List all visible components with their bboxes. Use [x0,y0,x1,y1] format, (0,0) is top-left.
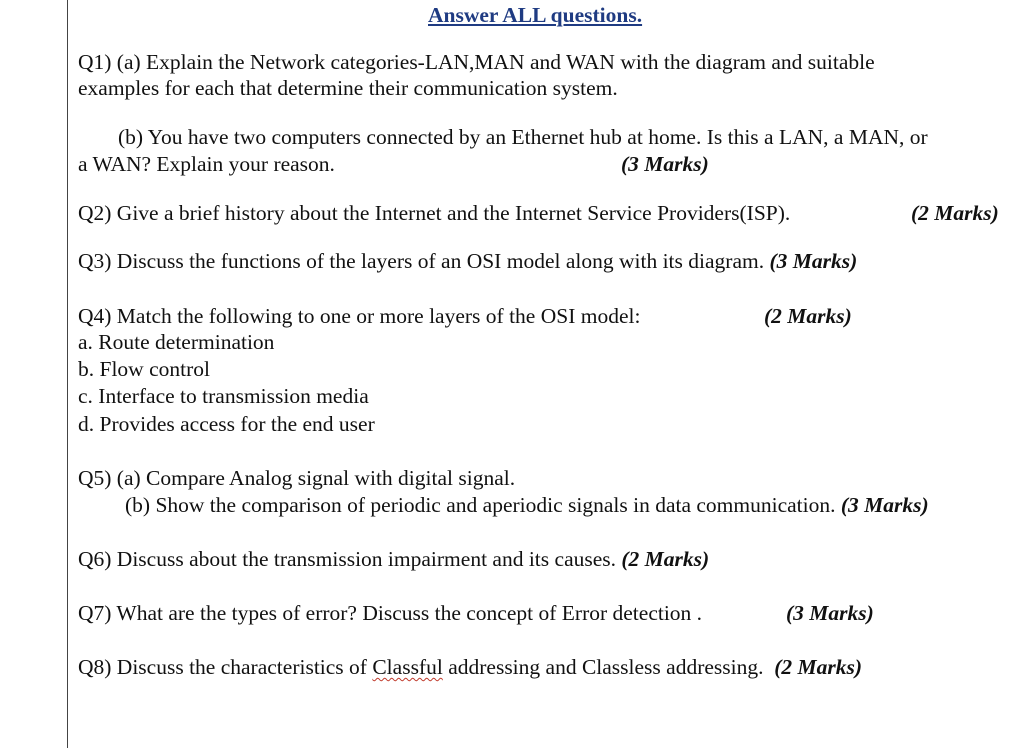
q4-item: b. Flow control [78,357,210,381]
q4-item: c. Interface to transmission media [78,384,369,408]
q4-marks: (2 Marks) [764,304,852,328]
q1-b-line-2: a WAN? Explain your reason. [78,152,335,176]
instructions-heading: Answer ALL questions. [428,3,643,27]
q5-a-text: Q5) (a) Compare Analog signal with digital signal. [78,466,516,490]
q6-line [78,549,709,571]
q8-line [78,657,862,679]
q8-text-prefix: Q8) Discuss the characteristics of [78,655,373,679]
q7-text: Q7) What are the types of error? Discuss the concept of Error detection . [78,601,703,625]
q5-marks: (3 Marks) [840,493,929,517]
q3-line [78,251,857,273]
q6-text: Q6) Discuss about the transmission impairment and its causes. [78,547,617,571]
spellcheck-flagged-word[interactable]: Classful [372,655,443,679]
q5-b-text: (b) Show the comparison of periodic and aperiodic signals in data communication. [125,493,836,517]
q2-text: Q2) Give a brief history about the Internet and the Internet Service Providers(ISP). [78,201,791,225]
q8-text-suffix: addressing and Classless addressing. [442,655,764,679]
q7-marks: (3 Marks) [786,601,874,625]
q4-item: d. Provides access for the end user [78,412,375,436]
q1-marks: (3 Marks) [621,152,709,176]
q3-text: Q3) Discuss the functions of the layers of an OSI model along with its diagram. [78,249,765,273]
left-margin-line [67,0,68,748]
q1-a-line-1: Q1) (a) Explain the Network categories-LAN,MAN and WAN with the diagram and suitable [78,50,875,74]
q6-marks: (2 Marks) [621,547,710,571]
q1-b-line-1: (b) You have two computers connected by an Ethernet hub at home. Is this a LAN, a MAN, or [118,125,928,149]
q8-marks: (2 Marks) [774,655,863,679]
q2-marks: (2 Marks) [911,201,999,225]
q5-b-line [125,495,929,517]
q3-marks: (3 Marks) [769,249,858,273]
q4-item: a. Route determination [78,330,275,354]
q4-text: Q4) Match the following to one or more layers of the OSI model: [78,304,641,328]
q1-a-line-2: examples for each that determine their communication system. [78,76,618,100]
